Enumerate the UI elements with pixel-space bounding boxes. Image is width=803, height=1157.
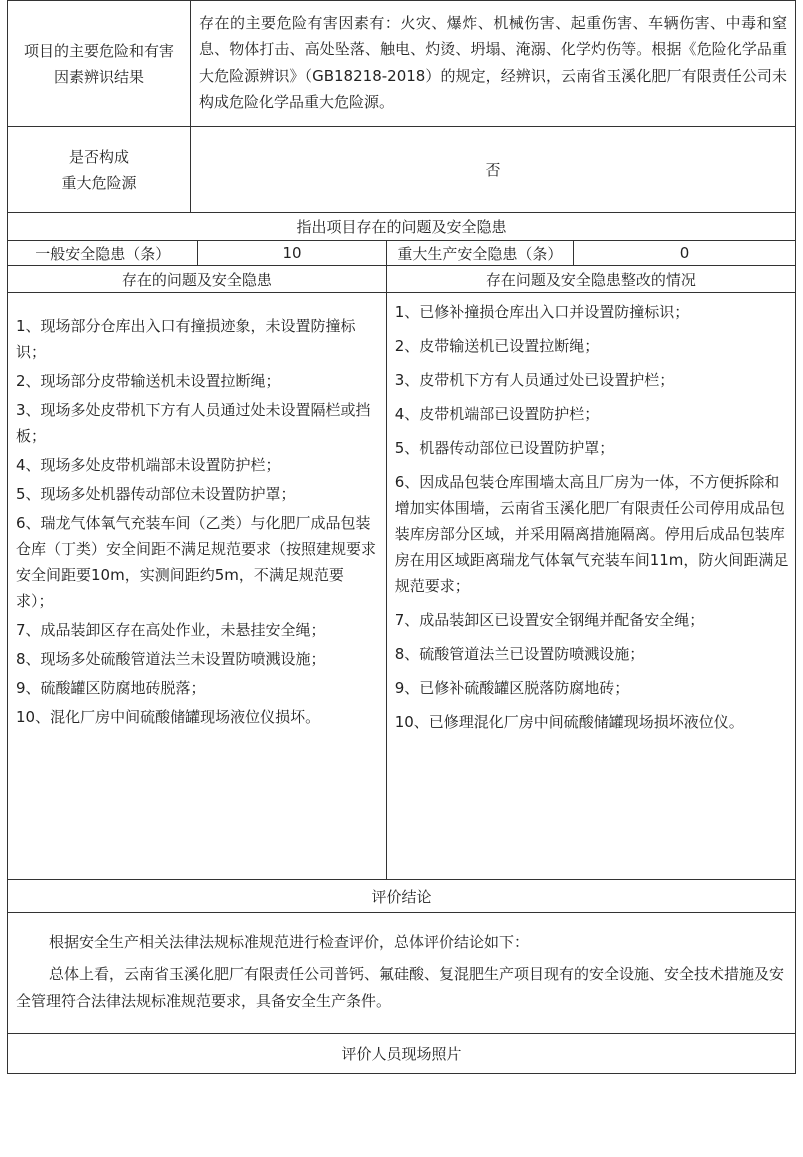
issue-item: 10、混化厂房中间硫酸储罐现场液位仪损坏。 bbox=[16, 708, 321, 726]
counts-row bbox=[8, 241, 796, 266]
fix-item: 2、皮带输送机已设置拉断绳； bbox=[394, 337, 600, 355]
general-hazard-count: 10 bbox=[198, 241, 386, 266]
issue-item: 5、现场多处机器传动部位未设置防护罩； bbox=[16, 485, 296, 503]
issues-content-row bbox=[8, 293, 796, 880]
issue-item: 2、现场部分皮带输送机未设置拉断绳； bbox=[16, 372, 281, 390]
conclusion-heading-row bbox=[8, 880, 796, 913]
issue-item: 8、现场多处硫酸管道法兰未设置防喷溅设施； bbox=[16, 650, 326, 668]
fix-item: 1、已修补撞损仓库出入口并设置防撞标识； bbox=[394, 303, 690, 321]
issue-item: 3、现场多处皮带机下方有人员通过处未设置隔栏或挡板； bbox=[16, 401, 371, 445]
major-hazard-row bbox=[8, 127, 796, 213]
conclusion-cell bbox=[8, 913, 796, 1034]
issues-list bbox=[16, 313, 380, 730]
issues-columns-row bbox=[8, 266, 796, 293]
conclusion-title: 评价结论 bbox=[8, 880, 796, 913]
evaluation-table bbox=[7, 0, 796, 1074]
fix-item: 5、机器传动部位已设置防护罩； bbox=[394, 439, 615, 457]
fix-item: 7、成品装卸区已设置安全钢绳并配备安全绳； bbox=[394, 611, 705, 629]
fixes-column-header: 存在问题及安全隐患整改的情况 bbox=[386, 266, 795, 293]
hazard-text: 存在的主要危险有害因素有：火灾、爆炸、机械伤害、起重伤害、车辆伤害、中毒和窒息、物体打击、高处坠落、触电、灼烫、坍塌、淹溺、化学灼伤等。根据《危险化学品重大危险源辨识》（GB18218-2018）的规定，经辨识，云南省玉溪化肥厂有限责任公司未构成危险化学品重大危险源。 bbox=[191, 1, 796, 127]
major-hazard-count-label: 重大生产安全隐患（条） bbox=[386, 241, 573, 266]
major-hazard-count: 0 bbox=[573, 241, 795, 266]
issues-heading-row bbox=[8, 213, 796, 241]
conclusion-row bbox=[8, 913, 796, 1034]
fix-item: 4、皮带机端部已设置防护栏； bbox=[394, 405, 600, 423]
fix-item: 3、皮带机下方有人员通过处已设置护栏； bbox=[394, 371, 675, 389]
fixes-list bbox=[395, 299, 789, 735]
hazard-label: 项目的主要危险和有害因素辨识结果 bbox=[24, 41, 175, 86]
issues-section-title: 指出项目存在的问题及安全隐患 bbox=[8, 213, 796, 241]
issues-list-cell bbox=[8, 293, 387, 880]
issue-item: 1、现场部分仓库出入口有撞损迹象，未设置防撞标识； bbox=[16, 317, 356, 361]
hazard-label-cell bbox=[8, 1, 191, 127]
fix-item: 6、因成品包装仓库围墙太高且厂房为一体，不方便拆除和增加实体围墙，云南省玉溪化肥厂有限责任公司停用成品包装库房部分区域，并采用隔离措施隔离。停用后成品包装库房在用区域距离瑞龙气体氧气充装车间11m，防火间距满足规范要求； bbox=[394, 473, 789, 595]
evaluation-table-page bbox=[7, 0, 796, 1074]
major-hazard-label-line2: 重大危险源 bbox=[61, 173, 137, 192]
fix-item: 8、硫酸管道法兰已设置防喷溅设施； bbox=[394, 645, 645, 663]
conclusion-paragraph-2: 总体上看，云南省玉溪化肥厂有限责任公司普钙、氟硅酸、复混肥生产项目现有的安全设施、安全技术措施及安全管理符合法律法规标准规范要求，具备安全生产条件。 bbox=[16, 965, 785, 1010]
major-hazard-value: 否 bbox=[191, 127, 796, 213]
hazard-row bbox=[8, 1, 796, 127]
issue-item: 4、现场多处皮带机端部未设置防护栏； bbox=[16, 456, 281, 474]
issue-item: 9、硫酸罐区防腐地砖脱落； bbox=[16, 679, 206, 697]
photos-heading-row bbox=[8, 1034, 796, 1074]
issue-item: 7、成品装卸区存在高处作业，未悬挂安全绳； bbox=[16, 621, 326, 639]
conclusion-paragraph-1: 根据安全生产相关法律法规标准规范进行检查评价，总体评价结论如下： bbox=[49, 933, 530, 951]
issues-column-header: 存在的问题及安全隐患 bbox=[8, 266, 387, 293]
fixes-list-cell bbox=[386, 293, 795, 880]
issue-item: 6、瑞龙气体氧气充装车间（乙类）与化肥厂成品包装仓库（丁类）安全间距不满足规范要求（按照建规要求安全间距要10m，实测间距约5m，不满足规范要求）； bbox=[16, 514, 377, 610]
fix-item: 9、已修补硫酸罐区脱落防腐地砖； bbox=[394, 679, 630, 697]
fix-item: 10、已修理混化厂房中间硫酸储罐现场损坏液位仪。 bbox=[394, 713, 744, 731]
photos-title: 评价人员现场照片 bbox=[8, 1034, 796, 1074]
general-hazard-label: 一般安全隐患（条） bbox=[8, 241, 198, 266]
major-hazard-label-cell bbox=[8, 127, 191, 213]
major-hazard-label-line1: 是否构成 bbox=[69, 147, 130, 166]
